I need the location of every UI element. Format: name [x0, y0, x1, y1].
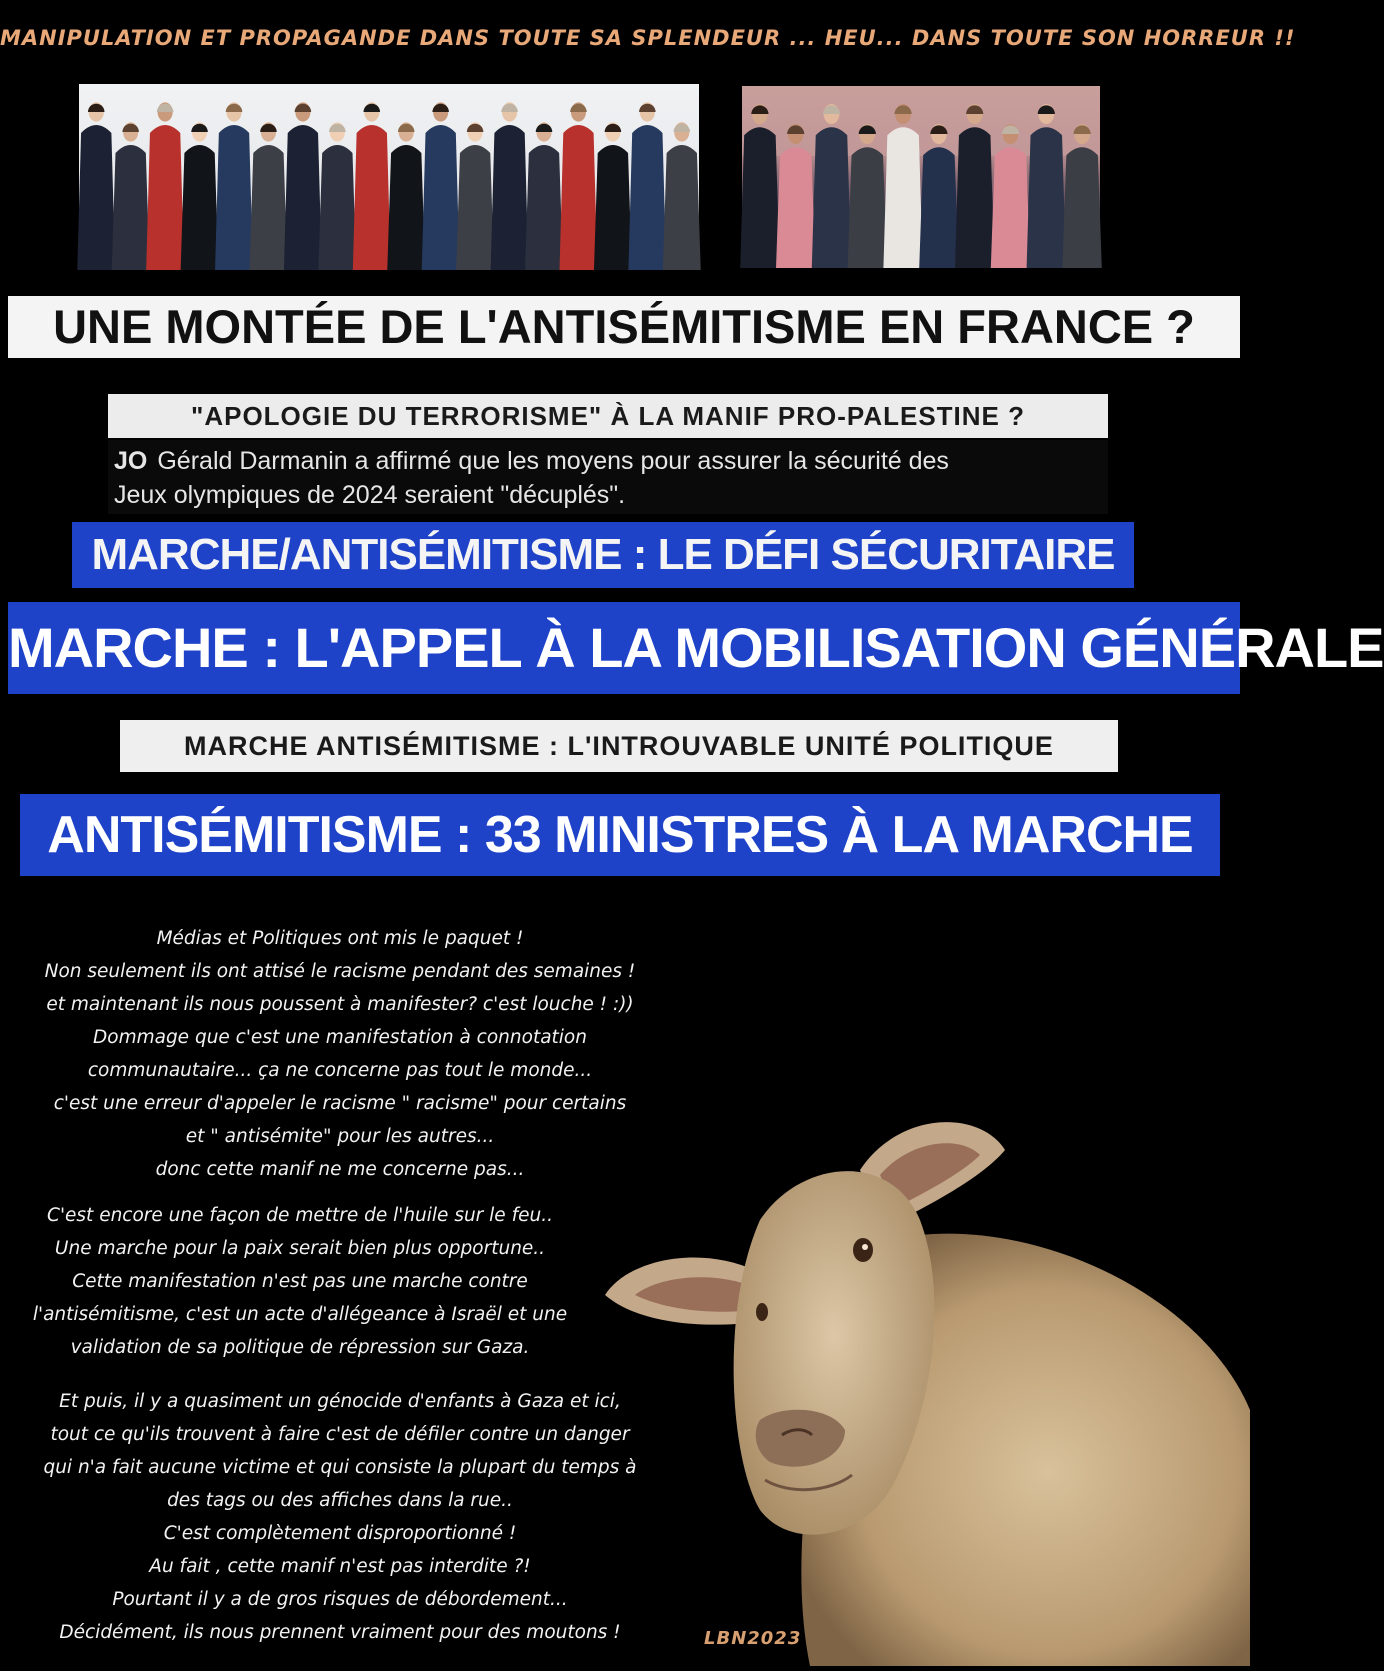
presenters-group-photo-2 [742, 86, 1100, 268]
person-hair [432, 104, 449, 112]
poem-line: Non seulement ils ont attisé le racisme pendant des semaines ! [44, 961, 636, 982]
poem-line: et maintenant ils nous poussent à manifester? c'est louche ! :)) [46, 994, 634, 1015]
person-hair [329, 124, 346, 132]
person-body [560, 125, 598, 270]
presenters-photo-2-illustration [742, 86, 1100, 268]
poem-stanza-3 [20, 1385, 660, 1649]
person-body [387, 145, 425, 270]
poem-line: et " antisémite" pour les autres... [185, 1126, 495, 1147]
poem-line: des tags ou des affiches dans la rue.. [167, 1490, 513, 1511]
person-body [456, 145, 494, 270]
poem-line: Au fait , cette manif n'est pas interdite ?! [149, 1556, 531, 1577]
person-hair [226, 104, 243, 112]
poem-line: Une marche pour la paix serait bien plus opportune.. [54, 1238, 546, 1259]
author-signature: LBN2023 [704, 1628, 802, 1649]
person-body [991, 147, 1030, 268]
poem-line: communautaire... ça ne concerne pas tout le monde... [87, 1060, 593, 1081]
poem-line: Et puis, il y a quasiment un génocide d'enfants à Gaza et ici, [59, 1391, 621, 1412]
person-hair [295, 104, 312, 112]
person-body [146, 125, 184, 270]
poem-line: Dommage que c'est une manifestation à connotation [93, 1027, 587, 1048]
headline-antisemitism-rise: UNE MONTÉE DE L'ANTISÉMITISME EN FRANCE ? [8, 296, 1240, 358]
poem-line: validation de sa politique de répression sur Gaza. [70, 1337, 530, 1358]
person-body [919, 147, 958, 268]
person-hair [674, 124, 691, 132]
person-hair [122, 124, 139, 132]
poem-line: c'est une erreur d'appeler le racisme " racisme" pour certains [53, 1093, 627, 1114]
person-body [250, 145, 288, 270]
person-body [1027, 127, 1066, 268]
person-body [181, 145, 219, 270]
headline-apology-terrorism: "APOLOGIE DU TERRORISME" À LA MANIF PRO-PALESTINE ? [108, 394, 1108, 438]
person-body [848, 147, 887, 268]
poem-stanza-1 [20, 922, 660, 1186]
person-hair [501, 104, 518, 112]
poem-line: l'antisémitisme, c'est un acte d'allégeance à Israël et une [32, 1304, 568, 1325]
poem-line: Cette manifestation n'est pas une marche contre [72, 1271, 528, 1292]
person-body [594, 145, 632, 270]
person-body [284, 125, 322, 270]
ticker-line-1: Gérald Darmanin a affirmé que les moyens pour assurer la sécurité des [157, 447, 949, 475]
headline-general-mobilisation: MARCHE : L'APPEL À LA MOBILISATION GÉNÉRALE [8, 602, 1240, 694]
person-hair [570, 104, 587, 112]
person-body [955, 127, 994, 268]
headline-political-unity: MARCHE ANTISÉMITISME : L'INTROUVABLE UNITÉ POLITIQUE [120, 720, 1118, 772]
poem-line: Médias et Politiques ont mis le paquet ! [156, 928, 524, 949]
person-hair [260, 124, 277, 132]
person-hair [88, 104, 105, 112]
person-body [215, 125, 253, 270]
person-hair [364, 104, 381, 112]
ticker-line-2: Jeux olympiques de 2024 seraient "décuplés". [114, 481, 626, 509]
poem-line: C'est encore une façon de mettre de l'huile sur le feu.. [47, 1205, 553, 1226]
headline-security-challenge: MARCHE/ANTISÉMITISME : LE DÉFI SÉCURITAIRE [72, 522, 1134, 588]
person-body [422, 125, 460, 270]
poem-line: tout ce qu'ils trouvent à faire c'est de défiler contre un danger [50, 1424, 630, 1445]
presenters-group-photo-1 [79, 84, 699, 270]
presenters-photo-1-illustration [79, 84, 699, 270]
person-body [112, 145, 150, 270]
poem-line: donc cette manif ne me concerne pas... [155, 1159, 525, 1180]
person-hair [398, 124, 415, 132]
person-body [883, 127, 922, 268]
person-body [628, 125, 666, 270]
news-ticker-jo [108, 440, 1108, 514]
person-hair [536, 124, 553, 132]
person-body [318, 145, 356, 270]
person-body [491, 125, 529, 270]
person-hair [467, 124, 484, 132]
top-caption: MANIPULATION ET PROPAGANDE DANS TOUTE SA SPLENDEUR ... HEU... DANS TOUTE SON HORREUR !! [0, 26, 1296, 50]
poem-line: C'est complètement disproportionné ! [163, 1523, 517, 1544]
person-body [776, 147, 815, 268]
person-body [740, 127, 779, 268]
person-body [812, 127, 851, 268]
person-body [663, 145, 701, 270]
sheep-image [560, 1090, 1250, 1666]
headline-33-ministers: ANTISÉMITISME : 33 MINISTRES À LA MARCHE [20, 794, 1220, 876]
person-hair [605, 124, 622, 132]
person-hair [157, 104, 174, 112]
person-body [525, 145, 563, 270]
poem-line: Pourtant il y a de gros risques de débordement... [112, 1589, 568, 1610]
poem-stanza-2 [20, 1199, 580, 1364]
ticker-tag: JO [114, 447, 148, 475]
person-body [353, 125, 391, 270]
poem-line: qui n'a fait aucune victime et qui consiste la plupart du temps à [43, 1457, 637, 1478]
person-hair [191, 124, 208, 132]
person-body [77, 125, 115, 270]
person-hair [639, 104, 656, 112]
poem-line: Décidément, ils nous prennent vraiment pour des moutons ! [59, 1622, 621, 1643]
person-body [1062, 147, 1101, 268]
